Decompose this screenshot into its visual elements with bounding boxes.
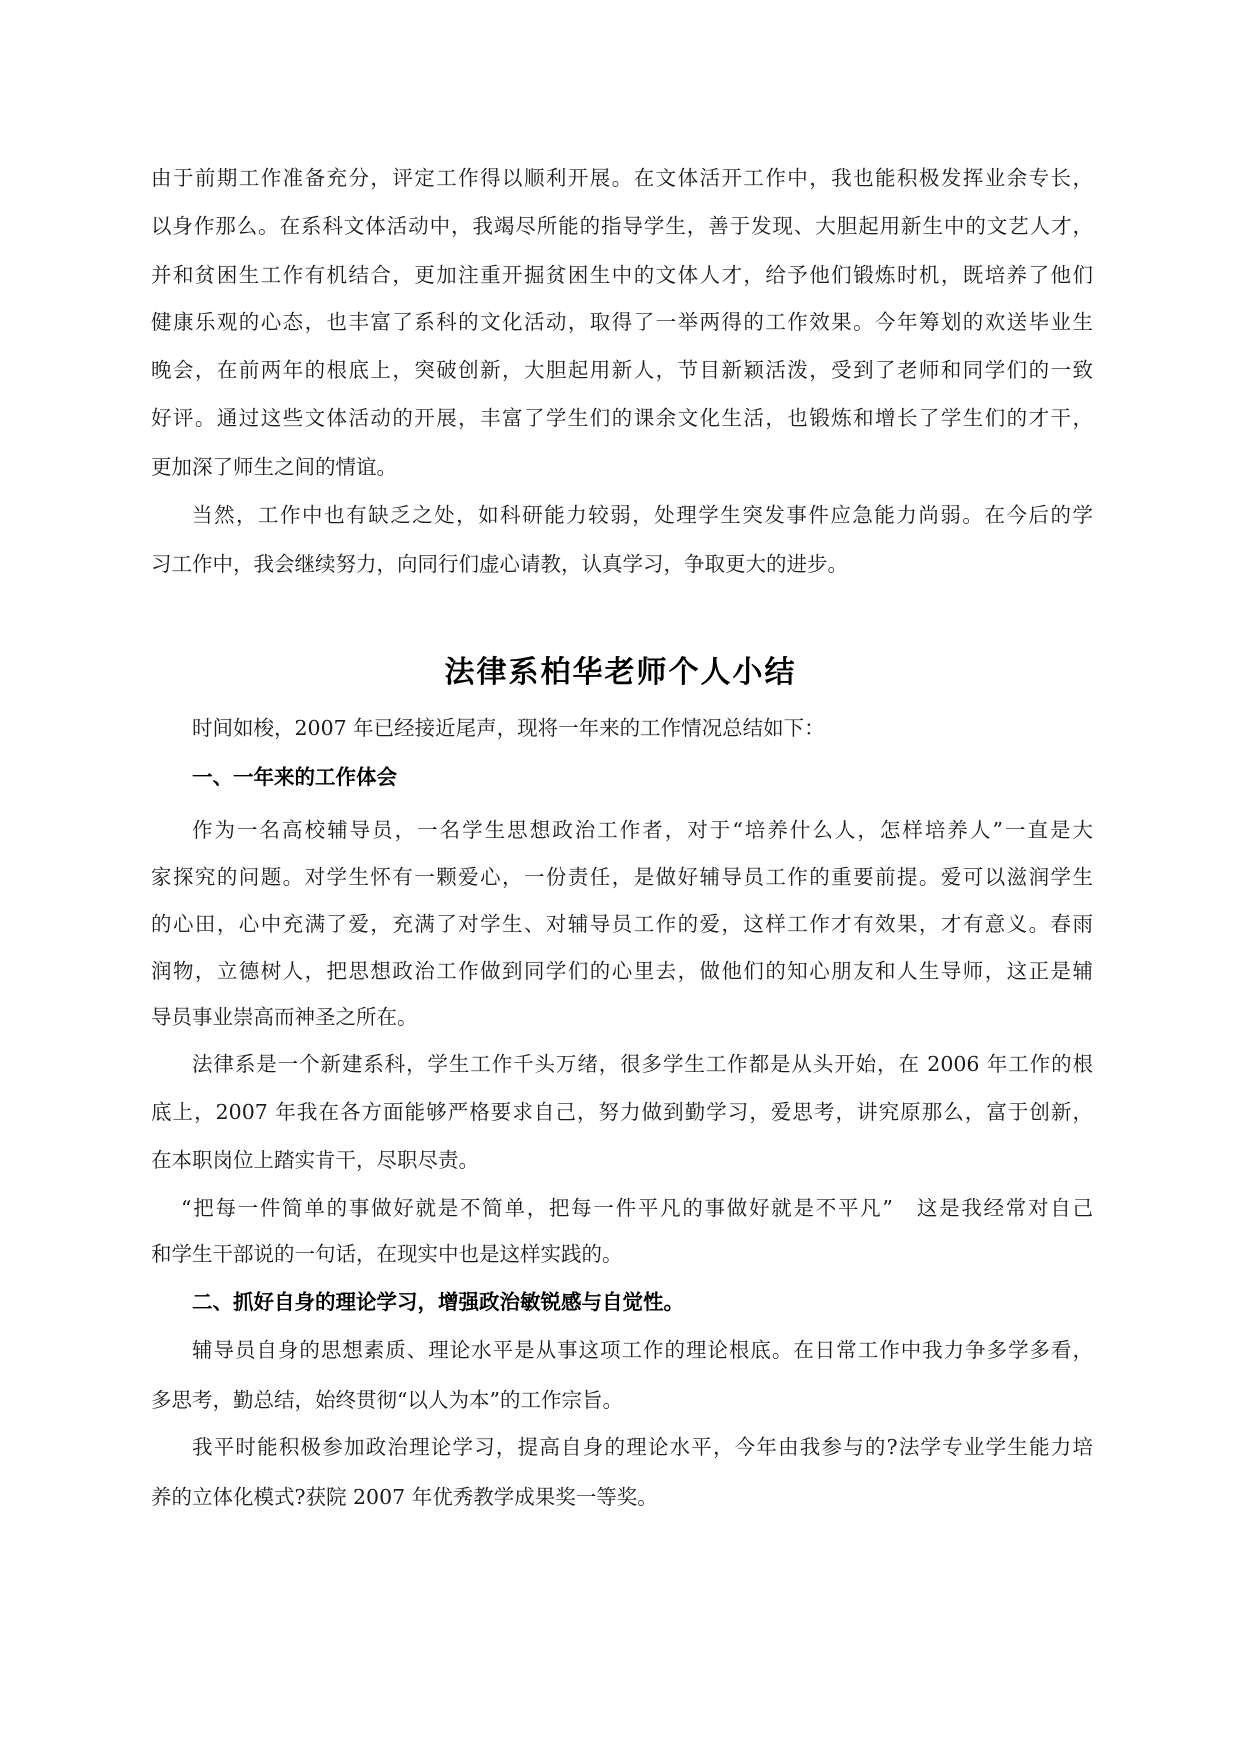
section-heading-2: 二、抓好自身的理论学习，增强政治敏锐感与自觉性。 xyxy=(192,1290,684,1314)
text-line: 更加深了师生之间的情谊。 xyxy=(151,455,397,479)
text-line: 润物，立德树人，把思想政治工作做到同学们的心里去，做他们的知心朋友和人生导师，这正是辅 xyxy=(151,959,1093,983)
text-line: 辅导员自身的思想素质、理论水平是从事这项工作的理论根底。在日常工作中我力争多学多看， xyxy=(192,1338,1093,1362)
text-line: 的心田，心中充满了爱，充满了对学生、对辅导员工作的爱，这样工作才有效果，才有意义。春雨 xyxy=(151,912,1093,936)
text-line: 好评。通过这些文体活动的开展，丰富了学生们的课余文化生活，也锻炼和增长了学生们的才干， xyxy=(151,406,1093,430)
text-line: 习工作中，我会继续努力，向同行们虚心请教，认真学习，争取更大的进步。 xyxy=(151,552,848,576)
text-line: 由于前期工作准备充分，评定工作得以顺利开展。在文体活开工作中，我也能积极发挥业余专长， xyxy=(151,166,1093,190)
intro-line: 时间如梭，2007 年已经接近尾声，现将一年来的工作情况总结如下： xyxy=(192,716,825,740)
text-line: 导员事业崇高而神圣之所在。 xyxy=(151,1005,418,1029)
text-line: 法律系是一个新建系科，学生工作千头万绪，很多学生工作都是从头开始，在 2006 年工作的根 xyxy=(192,1052,1093,1076)
text-line: 晚会，在前两年的根底上，突破创新，大胆起用新人，节目新颖活泼，受到了老师和同学们的一致 xyxy=(151,358,1093,382)
text-line: 家探究的问题。对学生怀有一颗爱心，一份责任，是做好辅导员工作的重要前提。爱可以滋润学生 xyxy=(151,865,1093,889)
text-line: 当然，工作中也有缺乏之处，如科研能力较弱，处理学生突发事件应急能力尚弱。在今后的学 xyxy=(192,503,1093,527)
text-line: 以身作那么。在系科文体活动中，我竭尽所能的指导学生，善于发现、大胆起用新生中的文艺人才， xyxy=(151,214,1093,238)
page-title: 法律系柏华老师个人小结 xyxy=(444,655,797,690)
text-line: 底上，2007 年我在各方面能够严格要求自己，努力做到勤学习，爱思考，讲究原那么，富于创新， xyxy=(151,1100,1093,1124)
text-line: “把每一件简单的事做好就是不简单，把每一件平凡的事做好就是不平凡” 这是我经常对自己 xyxy=(181,1196,1093,1220)
text-line: 健康乐观的心态，也丰富了系科的文化活动，取得了一举两得的工作效果。今年筹划的欢送毕业生 xyxy=(151,310,1093,334)
text-line: 养的立体化模式?获院 2007 年优秀教学成果奖一等奖。 xyxy=(151,1485,658,1509)
text-line: 我平时能积极参加政治理论学习，提高自身的理论水平，今年由我参与的?法学专业学生能力培 xyxy=(192,1435,1093,1459)
section-heading-1: 一、一年来的工作体会 xyxy=(192,765,397,789)
text-line: 多思考，勤总结，始终贯彻“以人为本”的工作宗旨。 xyxy=(151,1388,623,1412)
text-line: 并和贫困生工作有机结合，更加注重开掘贫困生中的文体人才，给予他们锻炼时机，既培养了他们 xyxy=(151,263,1093,287)
text-line: 和学生干部说的一句话，在现实中也是这样实践的。 xyxy=(151,1242,623,1266)
text-line: 在本职岗位上踏实肯干，尽职尽责。 xyxy=(151,1148,479,1172)
text-line: 作为一名高校辅导员，一名学生思想政治工作者，对于“培养什么人，怎样培养人”一直是大 xyxy=(192,818,1093,842)
